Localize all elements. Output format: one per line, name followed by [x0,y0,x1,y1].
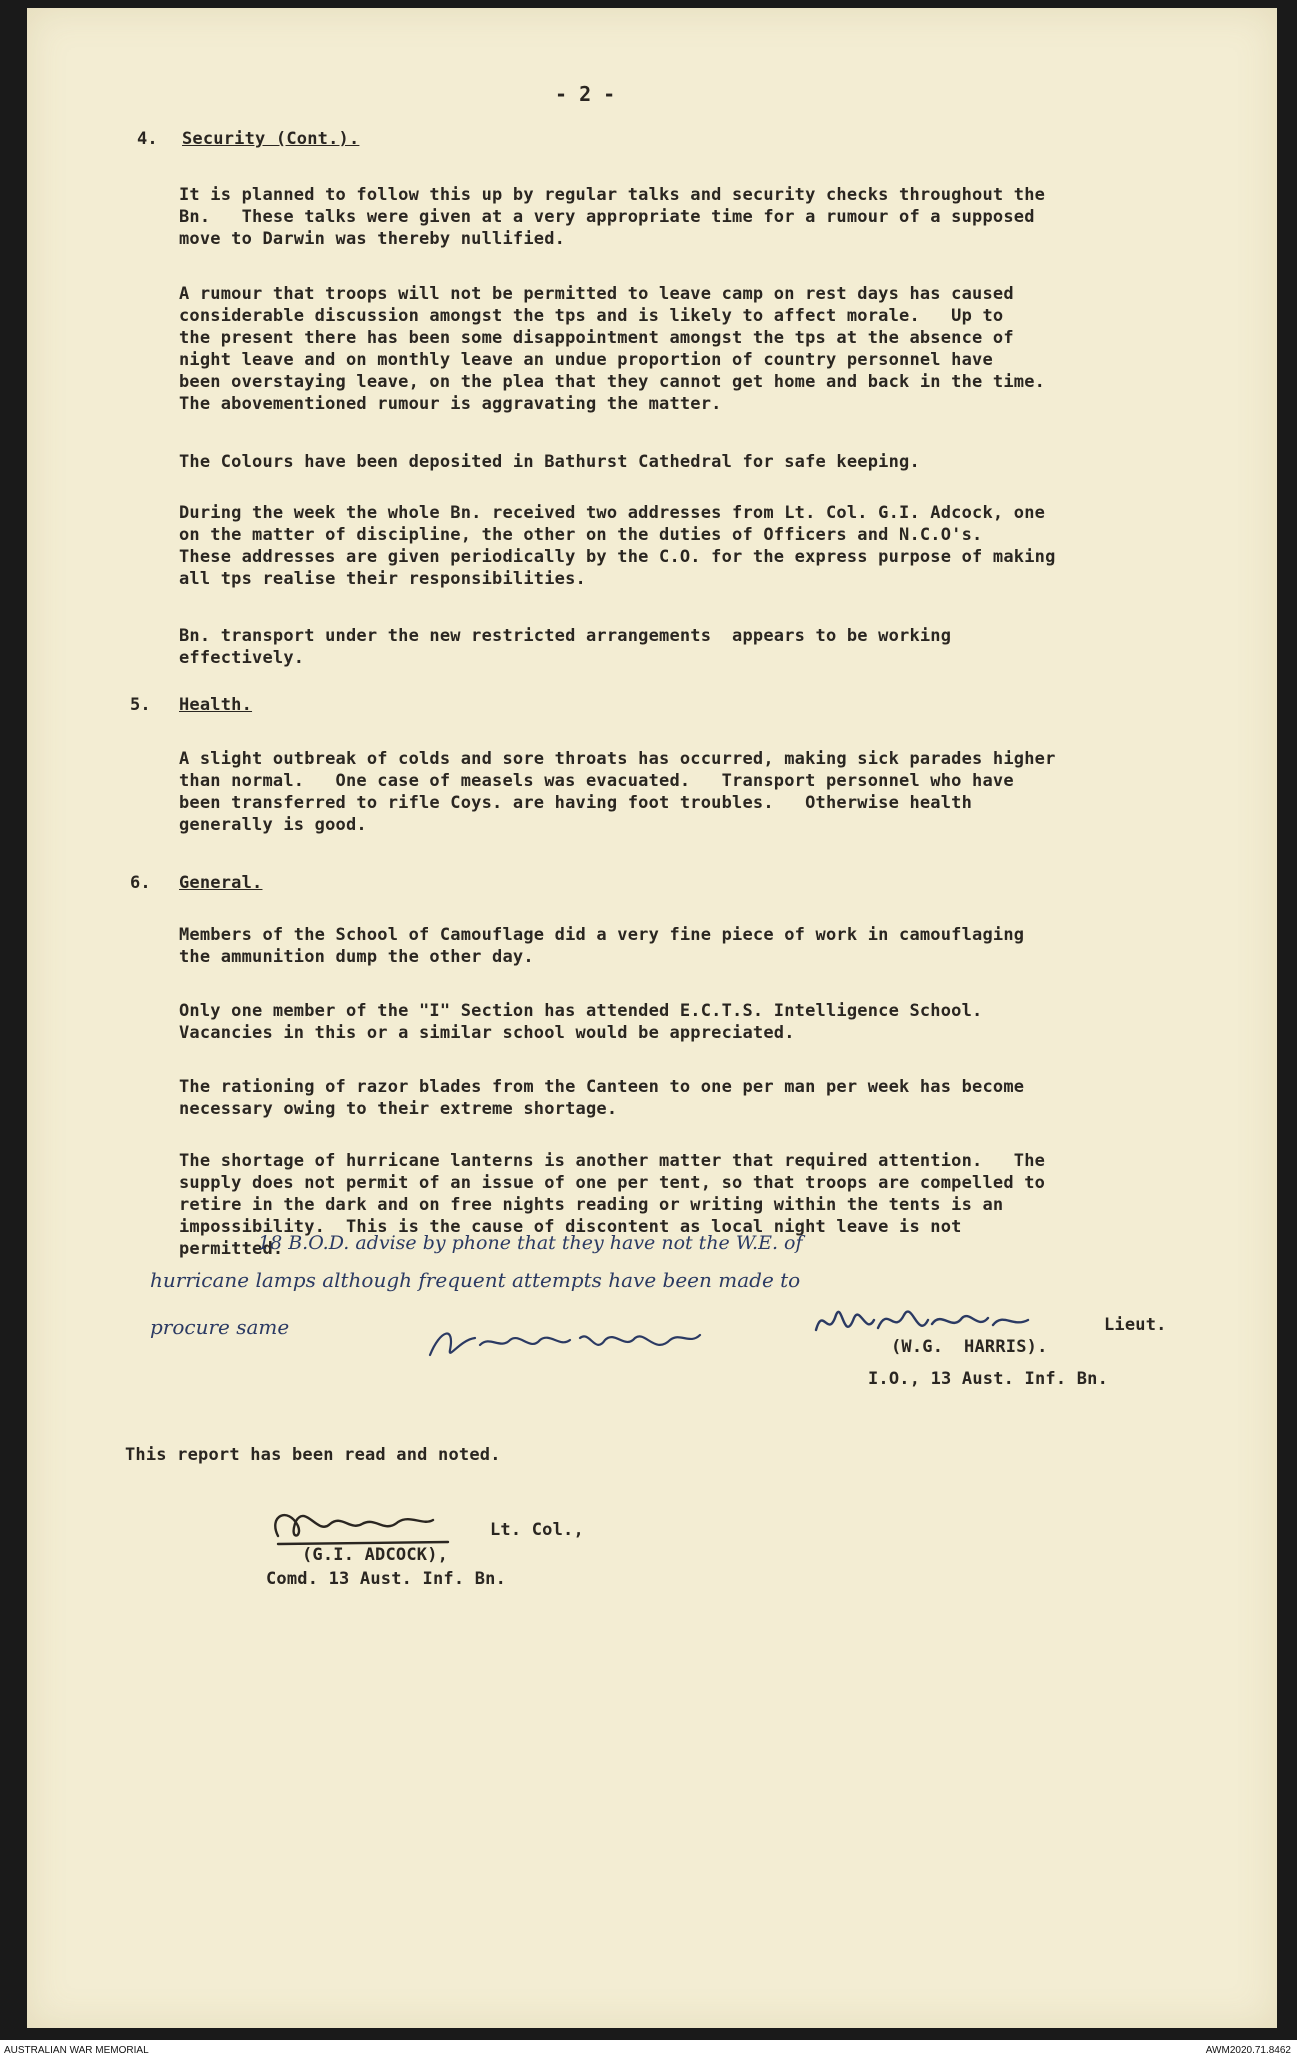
text-line: The shortage of hurricane lanterns is another matter that required attention. The [179,1151,1046,1171]
co-rank: Lt. Col., [490,1520,584,1540]
text-line: move to Darwin was thereby nullified. [179,229,566,249]
co-name: (G.I. ADCOCK), [302,1545,449,1565]
text-line: These addresses are given periodically by the C.O. for the express purpose of making [179,547,1056,567]
text-line: The Colours have been deposited in Bathurst Cathedral for safe keeping. [179,452,920,472]
text-line: effectively. [179,648,305,668]
text-line: been overstaying leave, on the plea that they cannot get home and back in the time. [179,372,1046,392]
text-line: necessary owing to their extreme shortage. [179,1099,618,1119]
read-noted-statement: This report has been read and noted. [125,1445,501,1465]
text-line: than normal. One case of measels was evacuated. Transport personnel who have [179,771,1014,791]
section-heading-general: General. [179,873,263,893]
section-heading-security: Security (Cont.). [182,129,360,149]
text-line: Bn. transport under the new restricted arrangements appears to be working [179,626,952,646]
text-line: considerable discussion amongst the tps and is likely to affect morale. Up to [179,306,1004,326]
officer-title: I.O., 13 Aust. Inf. Bn. [868,1369,1109,1389]
text-line: A slight outbreak of colds and sore throats has occurred, making sick parades higher [179,749,1056,769]
archive-footer [0,2040,1297,2061]
text-line: A rumour that troops will not be permitted to leave camp on rest days has caused [179,284,1014,304]
text-line: supply does not permit of an issue of one per tent, so that troops are compelled to [179,1173,1046,1193]
handwritten-line: procure same [150,1315,290,1339]
text-line: Only one member of the "I" Section has attended E.C.T.S. Intelligence School. [179,1001,983,1021]
officer-rank: Lieut. [1104,1315,1167,1335]
text-line: been transferred to rifle Coys. are having foot troubles. Otherwise health [179,793,973,813]
text-line: impossibility. This is the cause of discontent as local night leave is not [179,1217,962,1237]
section-number: 6. [130,873,151,893]
handwritten-line: hurricane lamps although frequent attempts have been made to [150,1268,801,1292]
co-title: Comd. 13 Aust. Inf. Bn. [266,1569,507,1589]
text-line: retire in the dark and on free nights reading or writing within the tents is an [179,1195,1004,1215]
archive-name: AUSTRALIAN WAR MEMORIAL [4,2045,149,2056]
text-line: night leave and on monthly leave an undue proportion of country personnel have [179,350,993,370]
text-line: The abovementioned rumour is aggravating the matter. [179,394,722,414]
text-line: The rationing of razor blades from the Canteen to one per man per week has become [179,1077,1025,1097]
text-line: on the matter of discipline, the other on the duties of Officers and N.C.O's. [179,525,983,545]
handwritten-line: 18 B.O.D. advise by phone that they have not the W.E. of [258,1232,803,1254]
officer-name: (W.G. HARRIS). [891,1337,1048,1357]
text-line: Members of the School of Camouflage did a very fine piece of work in camouflaging [179,925,1025,945]
handwritten-signature [420,1310,710,1370]
text-line: the ammunition dump the other day. [179,947,534,967]
text-line: all tps realise their responsibilities. [179,569,586,589]
archive-id: AWM2020.71.8462 [1205,2045,1291,2056]
text-line: permitted. [179,1239,284,1259]
section-number: 5. [130,695,151,715]
text-line: During the week the whole Bn. received two addresses from Lt. Col. G.I. Adcock, one [179,503,1046,523]
section-number: 4. [137,129,158,149]
page-number: - 2 - [555,82,616,106]
text-line: the present there has been some disappointment amongst the tps at the absence of [179,328,1014,348]
text-line: It is planned to follow this up by regular talks and security checks throughout the [179,185,1046,205]
text-line: Bn. These talks were given at a very appropriate time for a rumour of a supposed [179,207,1035,227]
section-heading-health: Health. [179,695,253,715]
text-line: Vacancies in this or a similar school would be appreciated. [179,1023,795,1043]
text-line: generally is good. [179,815,367,835]
